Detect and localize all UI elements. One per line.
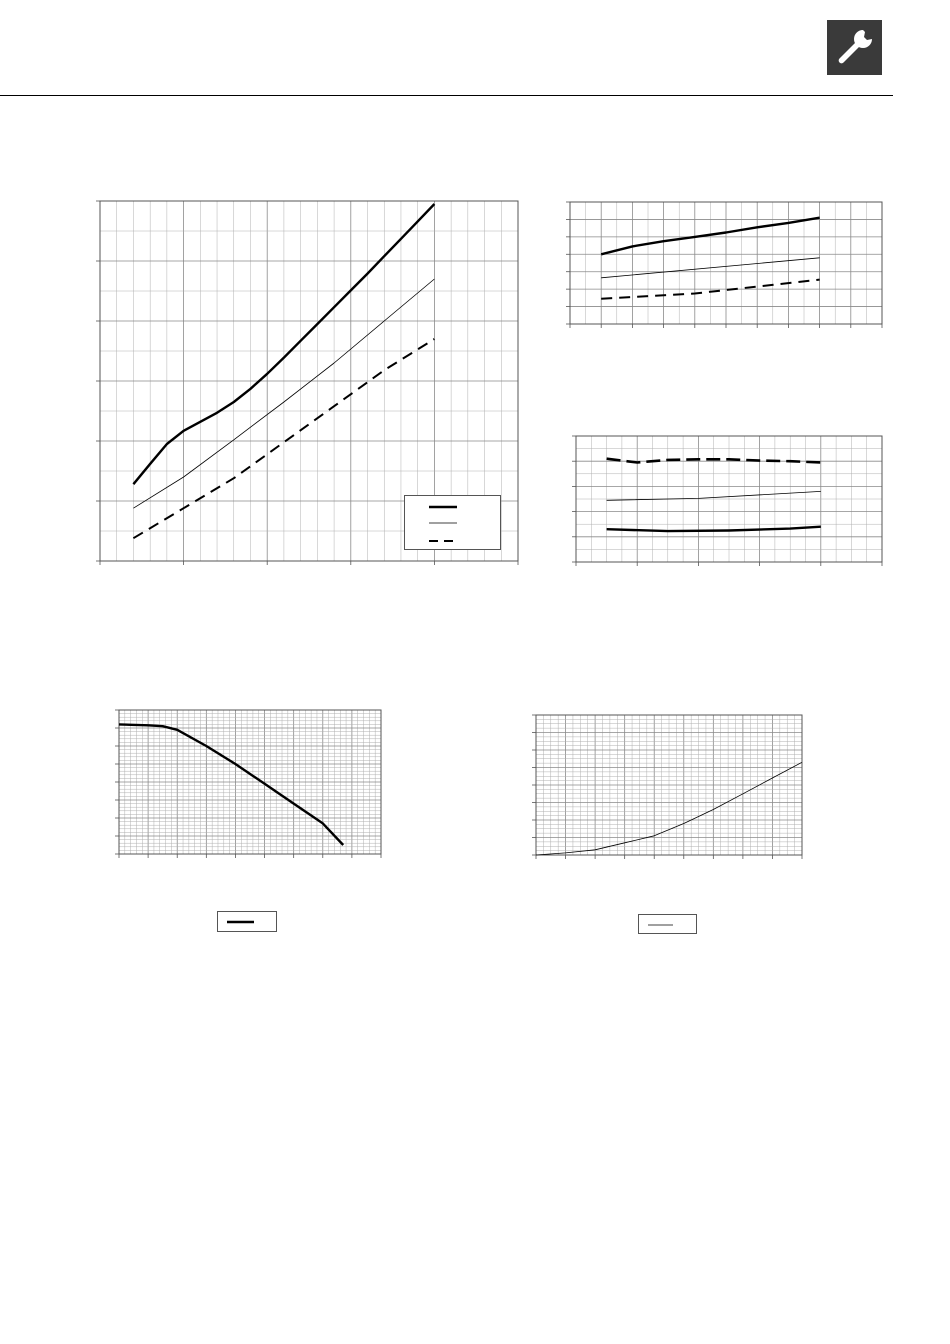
wrench-icon: [827, 20, 882, 75]
chart-4: [117, 708, 381, 856]
chart-5: [534, 713, 802, 857]
chart2-grid: [570, 202, 882, 324]
chart-1-legend: [404, 495, 501, 550]
chart5-grid: [536, 715, 802, 855]
chart-5-legend-swatches: [639, 915, 698, 935]
tool-badge: [827, 20, 882, 75]
chart-2: [568, 200, 882, 326]
chart-4-legend-swatches: [218, 912, 278, 933]
chart-5-legend: [638, 914, 697, 934]
chart3-grid: [576, 436, 882, 562]
chart-3: [574, 434, 884, 564]
chart-4-legend: [217, 911, 277, 932]
chart4-grid: [119, 710, 381, 854]
chart2-ticks: [566, 202, 882, 328]
chart3-ticks: [572, 436, 882, 566]
header-divider: [0, 95, 893, 96]
chart-1-legend-swatches: [405, 496, 502, 551]
